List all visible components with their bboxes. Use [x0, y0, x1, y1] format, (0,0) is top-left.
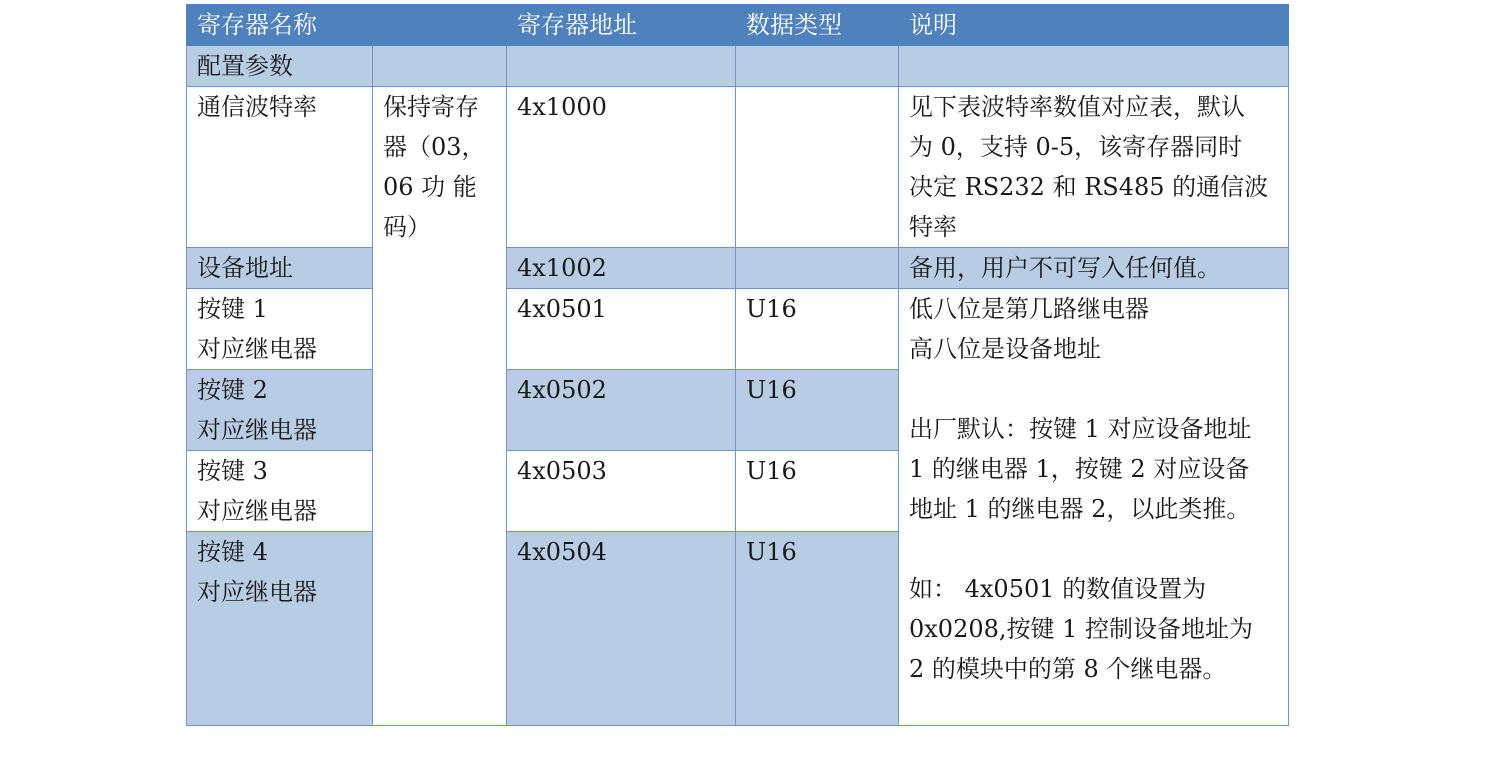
cell-type: U16 [736, 451, 899, 532]
cell-type [736, 87, 899, 248]
cell-type [736, 248, 899, 289]
table-row-key1 [187, 289, 1289, 370]
section-empty-cell [507, 46, 736, 87]
cell-address: 4x0504 [507, 532, 736, 726]
cell-name: 通信波特率 [187, 87, 373, 248]
section-config-label: 配置参数 [187, 46, 373, 87]
keys-desc-factory-default: 出厂默认：按键 1 对应设备地址 1 的继电器 1，按键 2 对应设备 地址 1 的继电器 2，以此类推。 [909, 415, 1252, 523]
header-register-name: 寄存器名称 [187, 5, 507, 46]
section-empty-cell [736, 46, 899, 87]
cell-type: U16 [736, 370, 899, 451]
section-empty-cell [899, 46, 1289, 87]
cell-keys-description [899, 289, 1289, 726]
keys-desc-bits: 低八位是第几路继电器 高八位是设备地址 [909, 295, 1149, 363]
header-register-address: 寄存器地址 [507, 5, 736, 46]
cell-address: 4x0502 [507, 370, 736, 451]
cell-address: 4x0503 [507, 451, 736, 532]
cell-type: U16 [736, 289, 899, 370]
register-table [186, 4, 1289, 726]
cell-description: 见下表波特率数值对应表，默认 为 0，支持 0-5，该寄存器同时 决定 RS232 和 RS485 的通信波 特率 [899, 87, 1289, 248]
cell-address: 4x1000 [507, 87, 736, 248]
cell-type: U16 [736, 532, 899, 726]
cell-name: 设备地址 [187, 248, 373, 289]
section-row [187, 46, 1289, 87]
cell-description: 备用，用户不可写入任何值。 [899, 248, 1289, 289]
header-data-type: 数据类型 [736, 5, 899, 46]
cell-name: 按键 3 对应继电器 [187, 451, 373, 532]
table-row-device-address [187, 248, 1289, 289]
cell-address: 4x1002 [507, 248, 736, 289]
section-empty-cell [373, 46, 507, 87]
cell-name: 按键 2 对应继电器 [187, 370, 373, 451]
cell-name: 按键 4 对应继电器 [187, 532, 373, 726]
table-row-baud [187, 87, 1289, 248]
register-table-container [186, 4, 1288, 722]
cell-address: 4x0501 [507, 289, 736, 370]
cell-register-kind: 保持寄存 器（03， 06 功 能 码） [373, 87, 507, 726]
cell-name: 按键 1 对应继电器 [187, 289, 373, 370]
header-row [187, 5, 1289, 46]
header-description: 说明 [899, 5, 1289, 46]
keys-desc-example: 如： 4x0501 的数值设置为 0x0208,按键 1 控制设备地址为 2 的模块中的第 8 个继电器。 [909, 575, 1254, 683]
